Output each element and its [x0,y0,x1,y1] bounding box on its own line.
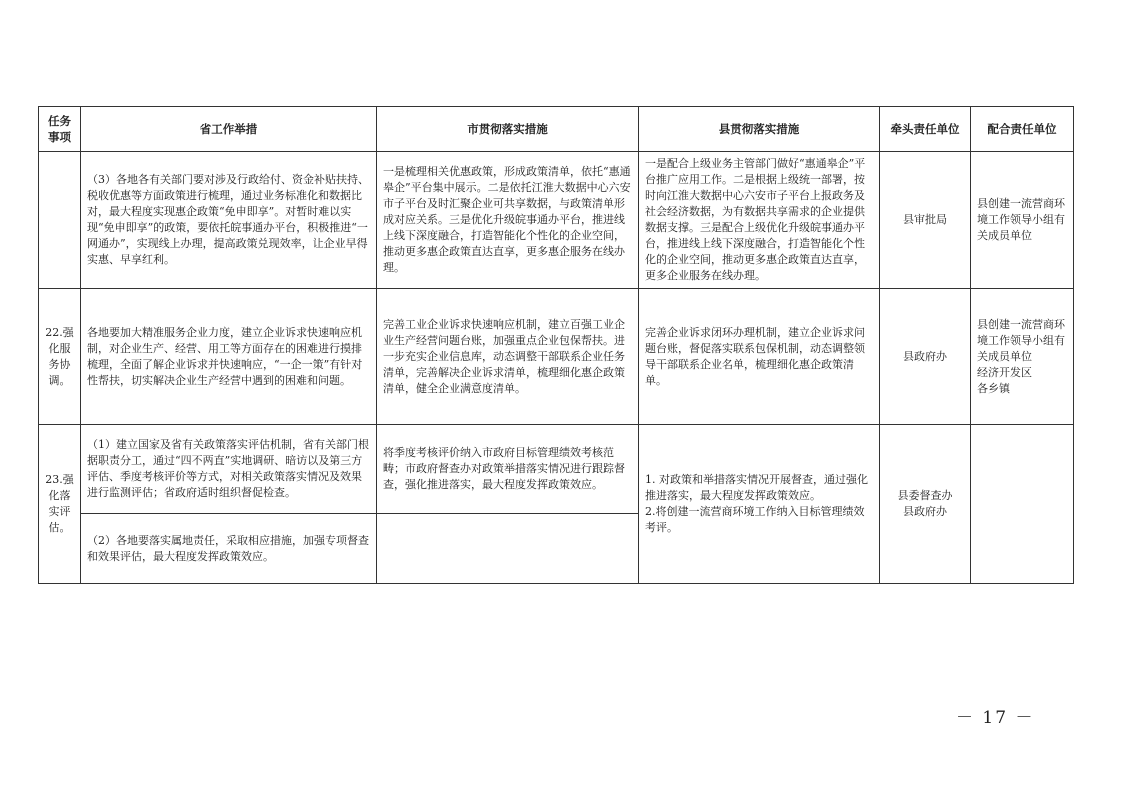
header-coop: 配合责任单位 [971,107,1074,152]
table-row [39,289,1074,425]
header-county: 县贯彻落实措施 [639,107,880,152]
task-cell: 23.强化落实评估。 [39,425,81,584]
provincial-cell: 各地要加大精准服务企业力度，建立企业诉求快速响应机制，对企业生产、经营、用工等方面存在的困难进行摸排梳理，全面了解企业诉求并快速响应，“一企一策”有针对性帮扶，切实解决企业生产经营中遇到的困难和问题。 [81,289,377,425]
table-row [39,152,1074,289]
lead-line: 县政府办 [903,505,947,518]
provincial-cell: （3）各地各有关部门要对涉及行政给付、资金补贴扶持、税收优惠等方面政策进行梳理，通过业务标准化和数据比对，最大程度实现惠企政策“免申即享”。对暂时难以实现“免申即享”的政策，要依托皖事通办平台，积极推进“一网通办”，实现线上办理，提高政策兑现效率，让企业早得实惠、早享红利。 [81,152,377,289]
header-task: 任务事项 [39,107,81,152]
table-header-row [39,107,1074,152]
coop-cell: 县创建一流营商环境工作领导小组有关成员单位 [971,152,1074,289]
provincial-cell: （1）建立国家及省有关政策落实评估机制，省有关部门根据职责分工，通过“四不两直”实地调研、暗访以及第三方评估、季度考核评价等方式，对相关政策落实情况及效果进行监测评估；省政府适时组织督促检查。 [81,425,377,514]
lead-cell: 县审批局 [880,152,971,289]
lead-cell [880,425,971,584]
county-cell: 完善企业诉求闭环办理机制，建立企业诉求问题台账，督促落实联系包保机制，动态调整领导干部联系企业名单，梳理细化惠企政策清单。 [639,289,880,425]
coop-line: 经济开发区 [977,365,1032,379]
lead-line: 县委督查办 [897,489,953,502]
city-cell: 将季度考核评价纳入市政府目标管理绩效考核范畴；市政府督查办对政策举措落实情况进行跟踪督查，强化推进落实，最大程度发挥政策效应。 [377,425,639,514]
provincial-cell: （2）各地要落实属地责任，采取相应措施，加强专项督查和效果评估，最大程度发挥政策效应。 [81,514,377,584]
policy-table [38,106,1074,584]
coop-cell [971,289,1074,425]
coop-line: 各乡镇 [977,381,1010,395]
county-line: 2.将创建一流营商环境工作纳入目标管理绩效考评。 [645,505,865,534]
table-row [39,425,1074,514]
page-number: － 17 － [956,708,1035,728]
header-city: 市贯彻落实措施 [377,107,639,152]
city-cell: 一是梳理相关优惠政策，形成政策清单，依托“惠通皋企”平台集中展示。二是依托江淮大数据中心六安市子平台及时汇聚企业可共享数据，与政策清单形成对应关系。三是优化升级皖事通办平台，推进线上线下深度融合，打造智能化个性化的企业空间，推动更多惠企政策直达直享，更多惠企服务在线办理。 [377,152,639,289]
city-cell-empty [377,514,639,584]
county-line: 1. 对政策和举措落实情况开展督查，通过强化推进落实，最大程度发挥政策效应。 [645,473,868,502]
task-cell: 22.强化服务协调。 [39,289,81,425]
county-cell: 一是配合上级业务主管部门做好“惠通皋企”平台推广应用工作。二是根据上级统一部署，按时向江淮大数据中心六安市子平台上报政务及社会经济数据，为有数据共享需求的企业提供数据支撑。三是配合上级优化升级皖事通办平台，推进线上线下深度融合，打造智能化个性化的企业空间，推动更多惠企政策直达直享，更多企业服务在线办理。 [639,152,880,289]
task-cell [39,152,81,289]
county-cell [639,425,880,584]
city-cell: 完善工业企业诉求快速响应机制，建立百强工业企业生产经营问题台账，加强重点企业包保帮扶。进一步充实企业信息库，动态调整干部联系企业任务清单，完善解决企业诉求清单，梳理细化惠企政策清单，健全企业满意度清单。 [377,289,639,425]
coop-cell [971,425,1074,584]
lead-cell: 县政府办 [880,289,971,425]
coop-line: 县创建一流营商环境工作领导小组有关成员单位 [977,317,1065,363]
header-provincial: 省工作举措 [81,107,377,152]
header-lead: 牵头责任单位 [880,107,971,152]
